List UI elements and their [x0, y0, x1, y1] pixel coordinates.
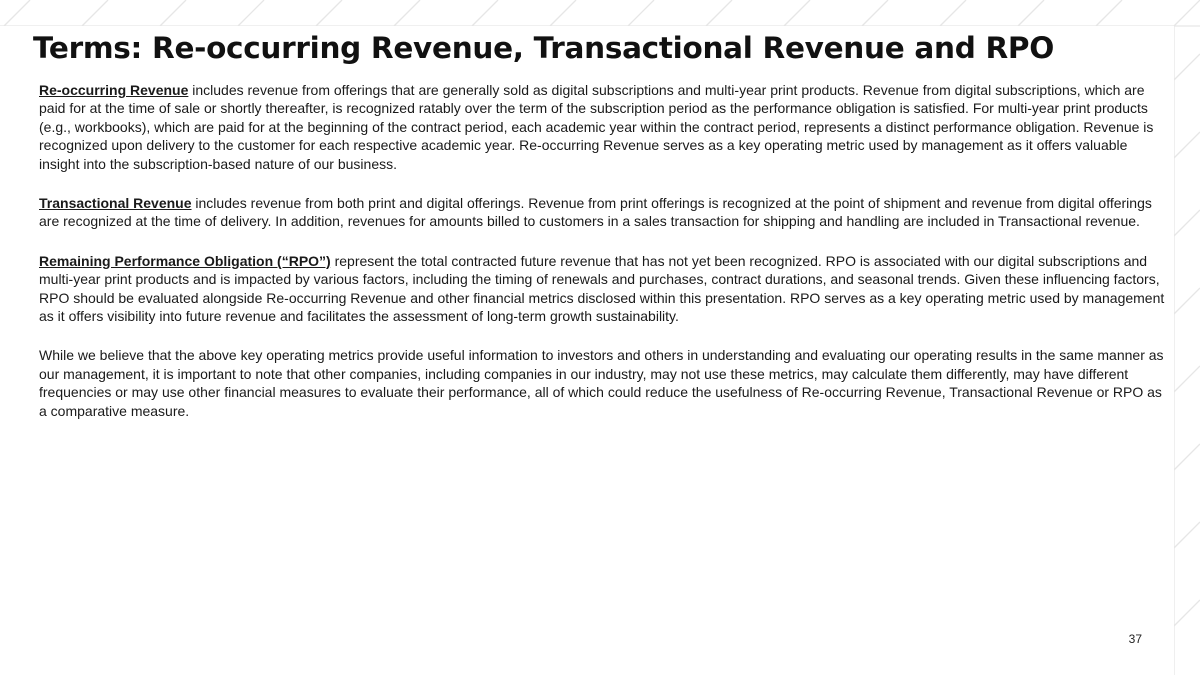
- term-definition-transactional-revenue: [39, 194, 1169, 231]
- term-name: Transactional Revenue: [39, 195, 192, 212]
- disclaimer-paragraph: While we believe that the above key operating metrics provide useful information to investors and others in understanding and evaluating our operating results in the same manner as our management, it is important to note that other companies, including companies in our industry, may not use these metrics, may calculate them differently, may have different frequencies or may use other financial measures to evaluate their performance, all of which could reduce the usefulness of Re-occurring Revenue, Transactional Revenue or RPO as a comparative measure.: [39, 347, 1164, 419]
- term-definition-reoccurring-revenue: [39, 81, 1169, 173]
- page-number: 37: [1128, 632, 1142, 646]
- term-description: represent the total contracted future revenue that has not yet been recognized. RPO is associated with our digital subscriptions and multi-year print products and is impacted by various factors, including the timing of renewals and purchases, contract durations, and seasonal trends. Given these influencing factors, RPO should be evaluated alongside Re-occurring Revenue and other financial metrics disclosed within this presentation. RPO serves as a key operating metric used by management as it offers visibility into future revenue and facilitates the assessment of long-term growth sustainability.: [39, 252, 1165, 325]
- body-text: [39, 81, 1169, 420]
- term-name: Remaining Performance Obligation (“RPO”): [39, 252, 331, 269]
- term-name: Re-occurring Revenue: [39, 82, 189, 98]
- term-description: includes revenue from offerings that are generally sold as digital subscriptions and multi-year print products. Revenue from digital subscriptions, which are paid for at the time of sale or shortly thereafter, is recognized ratably over the term of the subscription period as the performance obligation is satisfied. For multi-year print products (e.g., workbooks), which are paid for at the beginning of the contract period, each academic year within the contract period, represents a distinct performance obligation. Revenue is recognized upon delivery to the customer for each respective academic year. Re-occurring Revenue serves as a key operating metric used by management as it offers valuable insight into the subscription-based nature of our business.: [39, 82, 1154, 172]
- slide-title: Terms: Re-occurring Revenue, Transactional Revenue and RPO: [33, 31, 1054, 65]
- term-description: includes revenue from both print and digital offerings. Revenue from print offerings is recognized at the point of shipment and revenue from digital offerings are recognized at the time of delivery. In addition, revenues for amounts billed to customers in a sales transaction for shipping and handling are included in Transactional revenue.: [39, 195, 1152, 230]
- term-definition-rpo: [39, 252, 1169, 326]
